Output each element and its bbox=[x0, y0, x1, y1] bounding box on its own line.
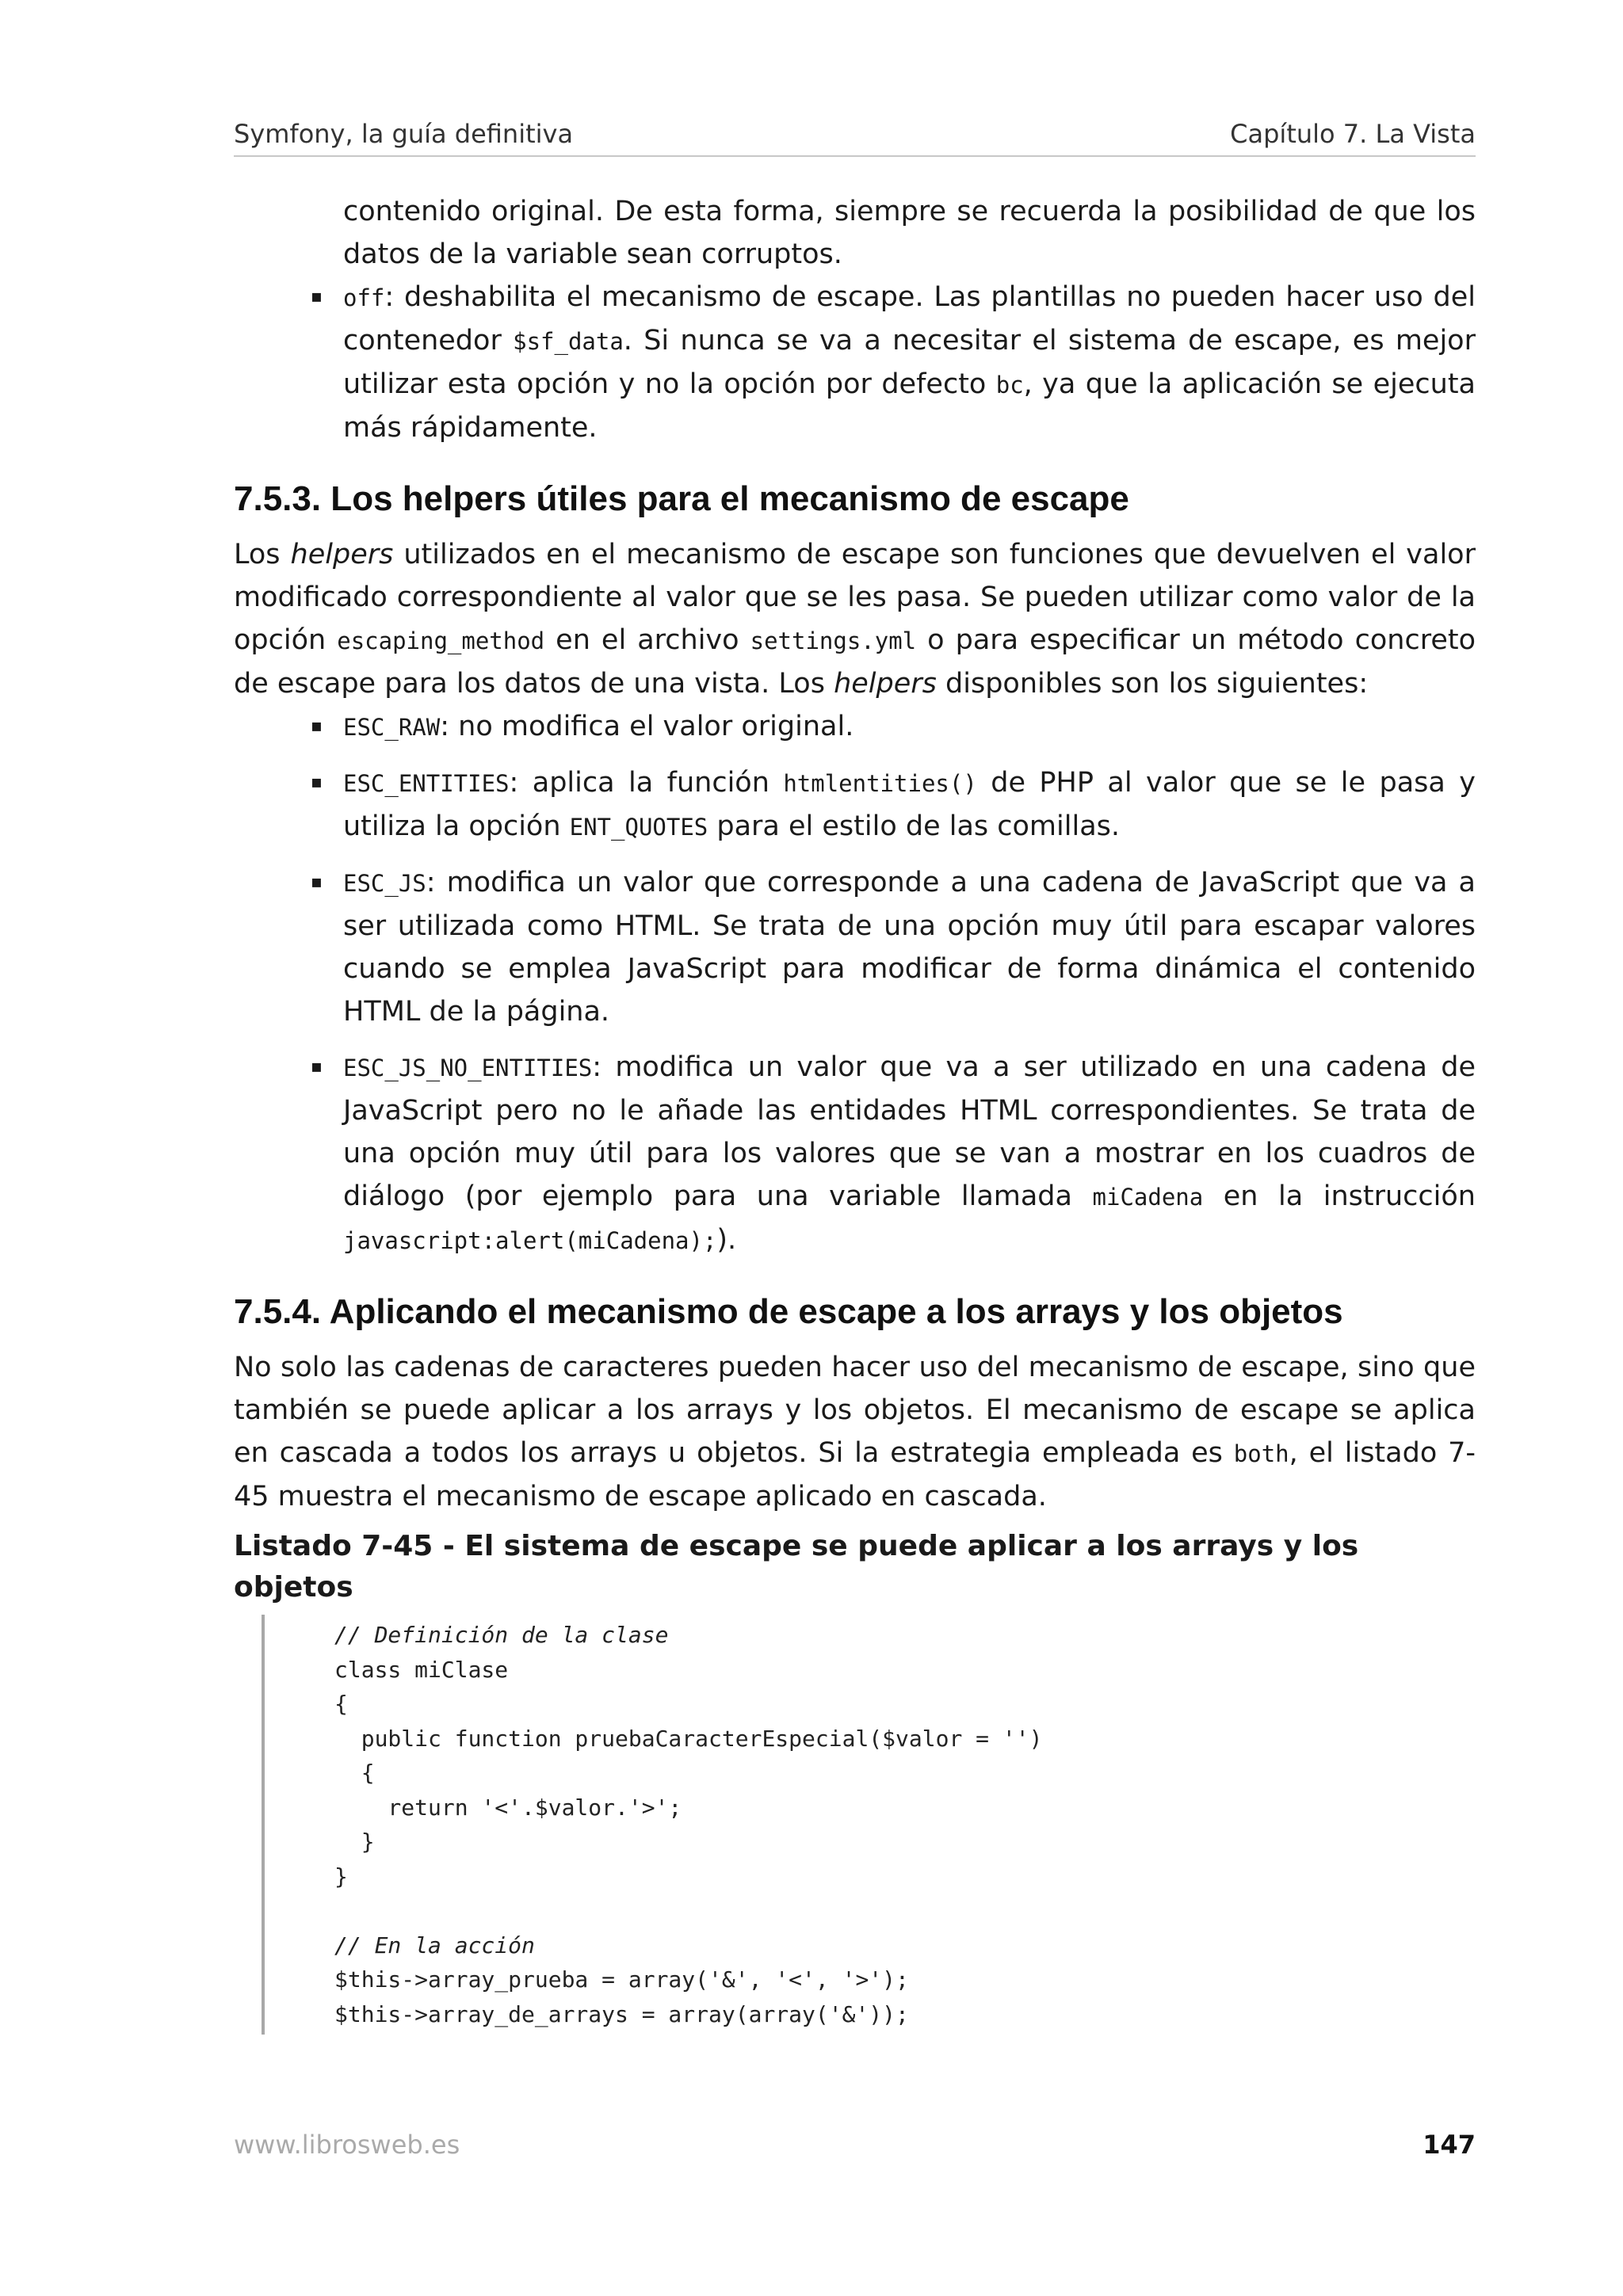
bullet-marker: ▪ bbox=[311, 1057, 323, 1077]
code-line: } bbox=[334, 1863, 348, 1890]
code-listing bbox=[262, 1615, 1476, 2035]
helpers-list bbox=[234, 705, 1476, 1262]
section-heading-arrays: 7.5.4. Aplicando el mecanismo de escape a los arrays y los objetos bbox=[234, 1292, 1343, 1331]
code-line: $this->array_de_arrays = array(array('&')); bbox=[334, 2000, 909, 2027]
code-line: } bbox=[334, 1829, 375, 1855]
continuation-paragraph: contenido original. De esta forma, siempre se recuerda la posibilidad de que los datos de la variable sean corruptos. bbox=[343, 196, 1476, 270]
helpers-paragraph: Los helpers utilizados en el mecanismo de escape son funciones que devuelven el valor modificado correspondiente al valor que se les pasa. Se pueden utilizar como valor de la opción escaping_method en el archivo settings.yml o para especificar un método concreto de escape para los datos de una vista. Los helpers disponibles son los siguientes: bbox=[234, 539, 1476, 700]
code-line: return '<'.$valor.'>'; bbox=[334, 1794, 682, 1821]
list-item-esc-js: ▪ ESC_JS: modifica un valor que corresponde a una cadena de JavaScript que va a ser utilizada como HTML. Se trata de una opción muy útil para escapar valores cuando se emplea JavaScript para modificar de forma dinámica el contenido HTML de la página. bbox=[234, 861, 1476, 1033]
bullet-marker: ▪ bbox=[311, 716, 323, 736]
code-line bbox=[334, 1894, 1476, 1928]
list-item-esc-raw: ▪ ESC_RAW: no modifica el valor original. bbox=[234, 705, 1476, 749]
code-line: { bbox=[334, 1691, 348, 1717]
code-line: // En la acción bbox=[334, 1932, 535, 1958]
book-title: Symfony, la guía definitiva bbox=[234, 119, 574, 149]
option-list bbox=[234, 276, 1476, 449]
code-line: // Definición de la clase bbox=[334, 1622, 669, 1648]
page-number: 147 bbox=[1423, 2130, 1476, 2160]
bullet-marker: ▪ bbox=[311, 872, 323, 892]
code-line: public function pruebaCaracterEspecial($valor = '') bbox=[334, 1725, 1043, 1752]
arrays-paragraph: No solo las cadenas de caracteres pueden hacer uso del mecanismo de escape, sino que también se puede aplicar a los arrays y los objetos. El mecanismo de escape se aplica en cascada a todos los arrays u objetos. Si la estrategia empleada es both, el listado 7-45 muestra el mecanismo de escape aplicado en cascada. bbox=[234, 1352, 1476, 1512]
bullet-marker: ▪ bbox=[311, 287, 323, 307]
list-item-esc-js-no-entities: ▪ ESC_JS_NO_ENTITIES: modifica un valor que va a ser utilizado en una cadena de JavaScript pero no le añade las entidades HTML correspondientes. Se trata de una opción muy útil para los valores que se van a mostrar en los cuadros de diálogo (por ejemplo para una variable llamada miCadena en la instrucción javascript:alert(miCadena);). bbox=[234, 1046, 1476, 1262]
bullet-marker: ▪ bbox=[311, 772, 323, 792]
listing-title: Listado 7-45 - El sistema de escape se puede aplicar a los arrays y los objetos bbox=[234, 1530, 1359, 1604]
list-item-esc-entities: ▪ ESC_ENTITIES: aplica la función htmlentities() de PHP al valor que se le pasa y utiliza la opción ENT_QUOTES para el estilo de las comillas. bbox=[234, 761, 1476, 849]
page-header bbox=[234, 119, 1476, 157]
code-line: { bbox=[334, 1760, 375, 1786]
list-item-off: ▪ off: deshabilita el mecanismo de escape. Las plantillas no pueden hacer uso del contenedor $sf_data. Si nunca se va a necesitar el sistema de escape, es mejor utilizar esta opción y no la opción por defecto bc, ya que la aplicación se ejecuta más rápidamente. bbox=[234, 276, 1476, 449]
page-content bbox=[234, 190, 1476, 2035]
code-line: class miClase bbox=[334, 1656, 509, 1683]
chapter-title: Capítulo 7. La Vista bbox=[1230, 119, 1476, 149]
code-line: $this->array_prueba = array('&', '<', '>'); bbox=[334, 1966, 909, 1993]
site-link[interactable]: www.librosweb.es bbox=[234, 2130, 460, 2160]
section-heading-helpers: 7.5.3. Los helpers útiles para el mecanismo de escape bbox=[234, 479, 1129, 518]
